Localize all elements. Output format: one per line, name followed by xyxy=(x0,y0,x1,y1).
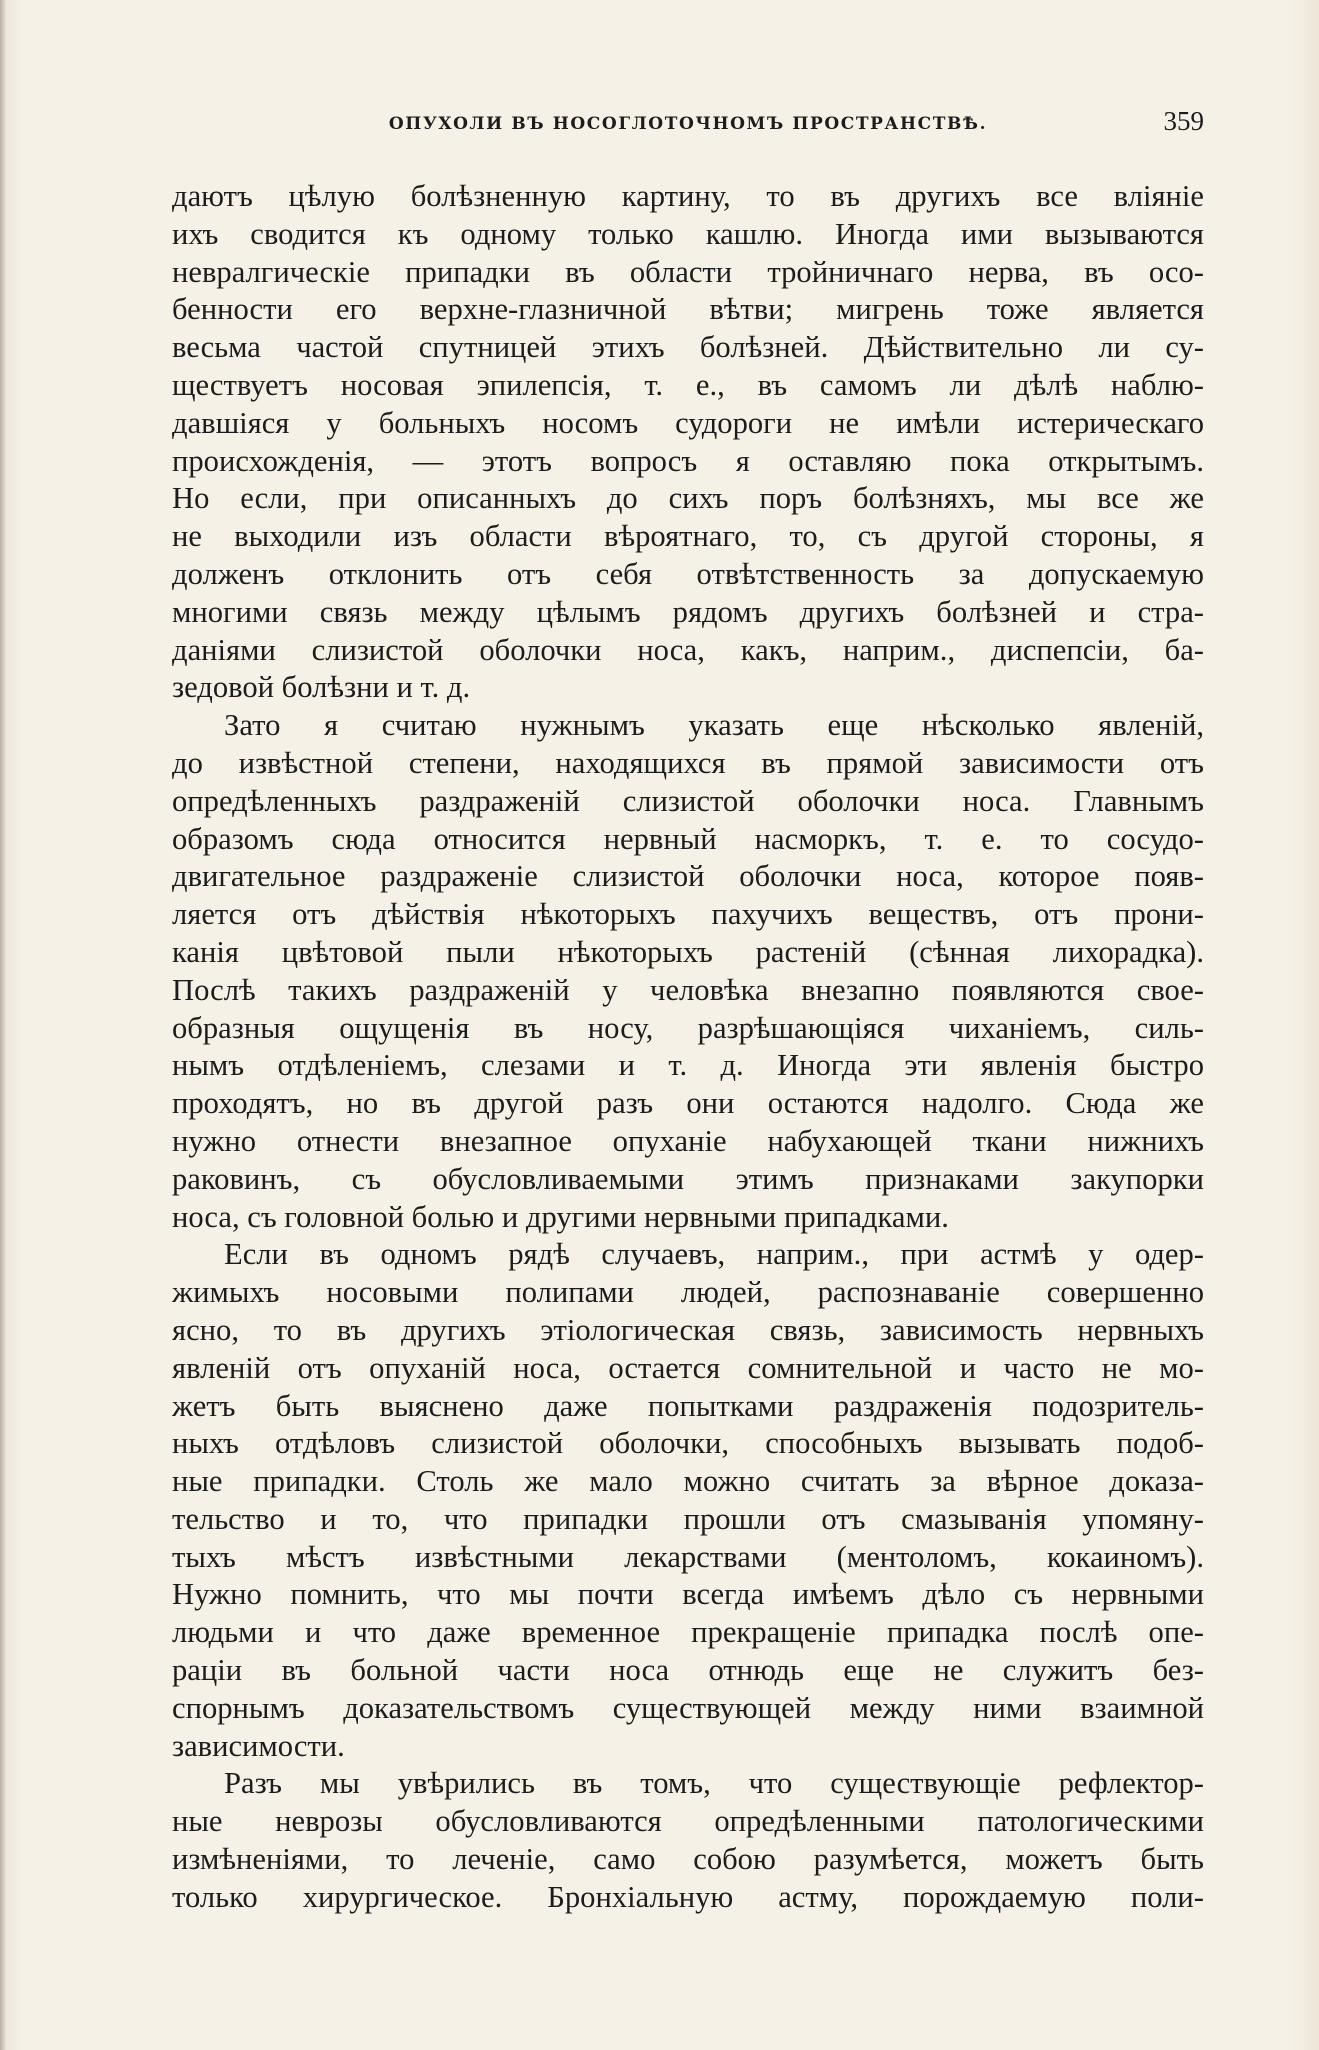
text-line: людьми и что даже временное прекращеніе припадка послѣ опе- xyxy=(172,1615,1204,1650)
paragraph xyxy=(172,178,1204,707)
text-line: бенности его верхне-глазничной вѣтви; мигрень тоже является xyxy=(172,292,1204,327)
text-line: опредѣленныхъ раздраженій слизистой оболочки носа. Главнымъ xyxy=(172,783,1204,818)
text-line: двигательное раздраженіе слизистой оболочки носа, которое появ- xyxy=(172,859,1204,894)
text-line: до извѣстной степени, находящихся въ прямой зависимости отъ xyxy=(172,745,1204,780)
text-line: носа, съ головной болью и другими нервными припадками. xyxy=(172,1199,949,1234)
paragraph xyxy=(172,1236,1204,1765)
page-header xyxy=(172,104,1204,144)
text-line: долженъ отклонить отъ себя отвѣтственность за допускаемую xyxy=(172,556,1204,591)
text-line: ные неврозы обусловливаются опредѣленными патологическими xyxy=(172,1804,1204,1839)
text-line: нымъ отдѣленіемъ, слезами и т. д. Иногда эти явленія быстро xyxy=(172,1048,1204,1083)
text-line: спорнымъ доказательствомъ существующей между ними взаимной xyxy=(172,1690,1204,1725)
running-head: ОПУХОЛИ ВЪ НОСОГЛОТОЧНОМЪ ПРОСТРАНСТВѢ. xyxy=(388,114,988,134)
text-line: Нужно помнить, что мы почти всегда имѣемъ дѣло съ нервными xyxy=(172,1577,1204,1612)
text-line: ляется отъ дѣйствія нѣкоторыхъ пахучихъ веществъ, отъ прони- xyxy=(172,897,1204,932)
text-line: ществуетъ носовая эпилепсія, т. е., въ самомъ ли дѣлѣ наблю- xyxy=(172,367,1204,402)
text-line: происхожденія, — этотъ вопросъ я оставляю пока открытымъ. xyxy=(172,443,1204,478)
text-line: зависимости. xyxy=(172,1728,345,1763)
text-line: раковинъ, съ обусловливаемыми этимъ признаками закупорки xyxy=(172,1161,1204,1196)
body-text xyxy=(172,178,1204,1917)
text-line: Разъ мы увѣрились въ томъ, что существующіе рефлектор- xyxy=(224,1766,1204,1801)
page-number: 359 xyxy=(1163,106,1204,136)
text-line: даютъ цѣлую болѣзненную картину, то въ другихъ все вліяніе xyxy=(172,179,1204,213)
page-binding-edge xyxy=(0,0,6,2050)
text-line: образомъ сюда относится нервный насморкъ, т. е. то сосудо- xyxy=(172,821,1204,856)
text-line: ные припадки. Столь же мало можно считать за вѣрное доказа- xyxy=(172,1464,1204,1499)
text-line: жимыхъ носовыми полипами людей, распознаваніе совершенно xyxy=(172,1275,1204,1310)
paragraph xyxy=(172,1765,1204,1916)
text-line: Но если, при описанныхъ до сихъ поръ болѣзняхъ, мы все же xyxy=(172,481,1204,516)
text-line: не выходили изъ области вѣроятнаго, то, съ другой стороны, я xyxy=(172,519,1204,554)
text-line: ясно, то въ другихъ этіологическая связь, зависимость нервныхъ xyxy=(172,1312,1204,1347)
text-line: весьма частой спутницей этихъ болѣзней. Дѣйствительно ли су- xyxy=(172,330,1204,365)
text-line: зедовой болѣзни и т. д. xyxy=(172,670,471,705)
text-line: многими связь между цѣлымъ рядомъ другихъ болѣзней и стра- xyxy=(172,594,1204,629)
text-line: ихъ сводится къ одному только кашлю. Иногда ими вызываются xyxy=(172,216,1204,251)
text-line: только хирургическое. Бронхіальную астму, порождаемую поли- xyxy=(172,1879,1204,1914)
text-line: проходятъ, но въ другой разъ они остаются надолго. Сюда же xyxy=(172,1086,1204,1121)
text-line: невралгическіе припадки въ области тройничнаго нерва, въ осо- xyxy=(172,254,1204,289)
text-line: канія цвѣтовой пыли нѣкоторыхъ растеній (сѣнная лихорадка). xyxy=(172,934,1204,969)
text-line: раціи въ больной части носа отнюдь еще не служитъ без- xyxy=(172,1653,1204,1688)
text-line: тельство и то, что припадки прошли отъ смазыванія упомяну- xyxy=(172,1501,1204,1536)
paragraph xyxy=(172,707,1204,1236)
text-line: давшіяся у больныхъ носомъ судороги не имѣли истерическаго xyxy=(172,405,1204,440)
text-line: измѣненіями, то леченіе, само собою разумѣется, можетъ быть xyxy=(172,1842,1204,1877)
text-line: ныхъ отдѣловъ слизистой оболочки, способныхъ вызывать подоб- xyxy=(172,1426,1204,1461)
text-line: образныя ощущенія въ носу, разрѣшающіяся чиханіемъ, силь- xyxy=(172,1010,1204,1045)
text-line: тыхъ мѣстъ извѣстными лекарствами (ментоломъ, кокаиномъ). xyxy=(172,1539,1204,1574)
text-line: Если въ одномъ рядѣ случаевъ, наприм., при астмѣ у одер- xyxy=(224,1237,1204,1272)
text-line: нужно отнести внезапное опуханіе набухающей ткани нижнихъ xyxy=(172,1123,1204,1158)
text-line: даніями слизистой оболочки носа, какъ, наприм., диспепсіи, ба- xyxy=(172,632,1204,667)
text-line: явленій отъ опуханій носа, остается сомнительной и часто не мо- xyxy=(172,1350,1204,1385)
text-line: Послѣ такихъ раздраженій у человѣка внезапно появляются свое- xyxy=(172,972,1204,1007)
text-line: Зато я считаю нужнымъ указать еще нѣсколько явленій, xyxy=(224,708,1204,743)
text-line: жетъ быть выяснено даже попытками раздраженія подозритель- xyxy=(172,1388,1204,1423)
